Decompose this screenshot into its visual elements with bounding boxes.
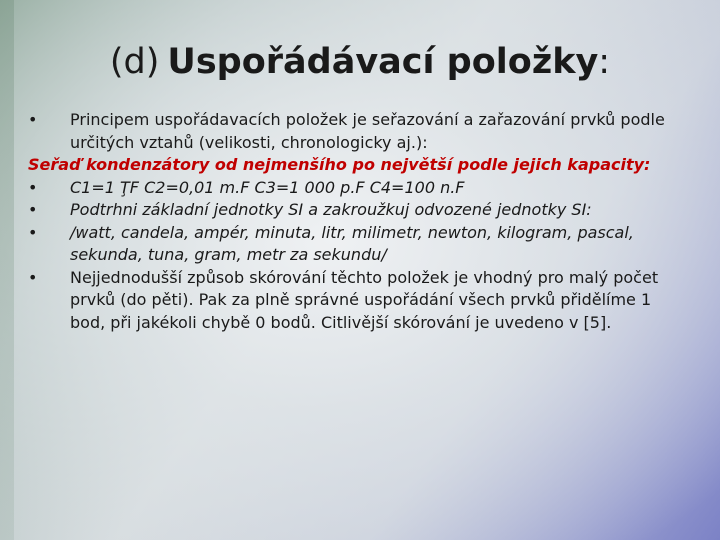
title-suffix: : [598,42,611,82]
bullet-text: Principem uspořádavacích položek je seřazování a zařazování prvků podle určitých vztahů (velikosti, chronologicky aj.): [70,110,665,152]
title-prefix: (d) [109,42,160,82]
bullet-marker: • [28,200,38,219]
bullet-text: Podtrhni základní jednotky SI a zakroužkuj odvozené jednotky SI: [70,200,592,219]
bullet-scoring [28,267,688,335]
bullet-marker: • [28,222,38,242]
bullet-text: /watt, candela, ampér, minuta, litr, milimetr, newton, kilogram, pascal, sekunda, tuna, gram, metr za sekundu/ [70,222,634,264]
bullet-marker: • [28,110,38,129]
slide-content [28,109,688,334]
bullet-si-instruction [28,199,688,222]
task-heading: Seřaď kondenzátory od nejmenšího po největší podle jejich kapacity: [28,155,651,174]
bullet-text: C1=1 ŢF C2=0,01 m.F C3=1 000 p.F C4=100 n.F [70,177,465,197]
slide-title [0,42,720,82]
bullet-intro [28,109,688,154]
bullet-text: Nejjednodušší způsob skórování těchto položek je vhodný pro malý počet prvků (do pěti). Pak za plně správné uspořádání všech prvků přidělíme 1 bod, při jakékoli chybě 0 bodů. Citlivější skórování je uvedeno v [5]. [70,267,659,332]
bullet-marker: • [28,267,38,287]
bullet-capacitors [28,177,688,200]
title-main: Uspořádávací položky [167,42,599,82]
bullet-units-list [28,222,688,267]
bullet-marker: • [28,177,38,197]
